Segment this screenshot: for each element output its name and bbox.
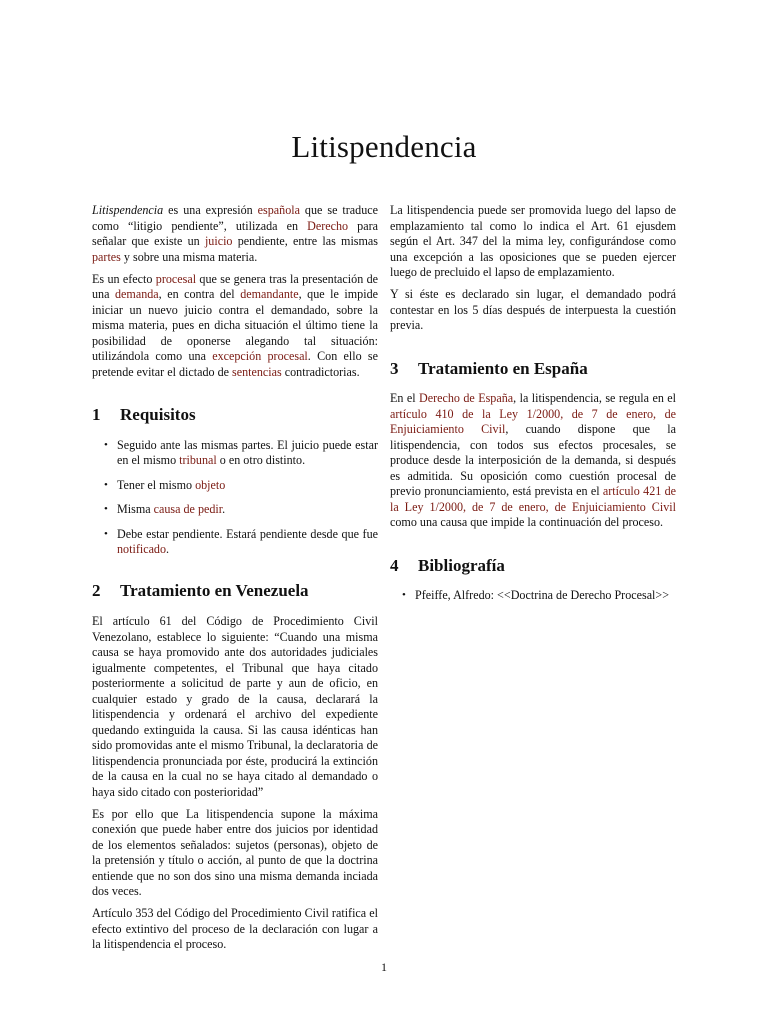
bibliografia-list xyxy=(390,588,676,604)
intro-paragraph-1: Litispendencia es una expresión española que se traduce como “litigio pendiente”, utilizada en Derecho para señalar que existe un juicio pendiente, entre las mismas partes y sobre una misma materia. xyxy=(92,203,378,264)
link-partes[interactable]: partes xyxy=(92,249,121,264)
link-procesal[interactable]: procesal xyxy=(155,271,197,286)
term-litispendencia: Litispendencia xyxy=(92,203,164,217)
link-demanda[interactable]: demanda xyxy=(115,287,159,301)
link-causa-de-pedir[interactable]: causa de pedir xyxy=(153,502,223,516)
link-tribunal[interactable]: tribunal xyxy=(179,453,217,467)
link-articulo-421[interactable]: artículo 421 de la Ley 1/2000, de 7 de enero, de Enjuiciamiento Civil xyxy=(390,484,676,514)
venezuela-paragraph-1: El artículo 61 del Código de Procedimiento Civil Venezolano, establece lo siguiente: “Cuando una misma causa se haya promovido ante dos autoridades judiciales igualmente competentes, el Tribunal que haya citado posteriormente a solicitud de parte y aun de oficio, en cualquier estado y grado de la causa, declarará la litispendencia y ordenará el archivo del expediente quedando extinguida la causa. Si las causa idénticas han sido promovidas ante el mismo Tribunal, la declaratoria de litispendencia pronunciada por éste, producirá la extinción de la causa en la cual no se haya citado al demandado o haya sido citado con posterioridad” xyxy=(92,614,378,799)
section-heading-espana: 3 Tratamiento en España xyxy=(390,358,588,378)
link-espanola[interactable]: española xyxy=(257,203,300,217)
page-title: Litispendencia xyxy=(291,128,477,164)
section-heading-bibliografia: 4 Bibliografía xyxy=(390,555,505,575)
espana-paragraph: En el Derecho de España, la litispendencia, se regula en el artículo 410 de la Ley 1/2000, de 7 de enero, de Enjuiciamiento Civil, cuando dispone que la litispendencia, con todos sus efectos procesales, se produce desde la interposición de la demanda, si después es admitida. Su oposición como cuestión procesal de previo pronunciamiento, está prevista en el artículo 421 de la Ley 1/2000, de 7 de enero, de Enjuiciamiento Civil como una causa que impide la continuación del proceso. xyxy=(390,391,677,529)
list-item: • Debe estar pendiente. Estará pendiente desde que fue notificado. xyxy=(117,527,378,558)
page-number: 1 xyxy=(381,960,387,974)
link-derecho[interactable]: Derecho xyxy=(307,218,349,233)
list-item: • Tener el mismo objeto xyxy=(117,478,378,494)
section-heading-requisitos: 1 Requisitos xyxy=(92,405,196,424)
left-column xyxy=(92,203,378,959)
requisitos-list xyxy=(92,438,378,558)
right-column xyxy=(390,203,676,613)
list-item: • Pfeiffe, Alfredo: <<Doctrina de Derecho Procesal>> xyxy=(415,588,676,604)
link-excepcion-procesal[interactable]: excepción procesal xyxy=(212,349,308,363)
link-demandante[interactable]: demandante xyxy=(240,287,299,301)
venezuela-paragraph-2: Es por ello que La litispendencia supone la máxima conexión que puede haber entre dos juicios por identidad de los elementos señalados: sujetos (personas), objeto de la pretensión y título o acción, al punto de que la doctrina entiende que no son dos sino una misma demanda inciada dos veces. xyxy=(92,806,378,898)
link-notificado[interactable]: notificado xyxy=(117,542,167,556)
intro-paragraph-2: Es un efecto procesal que se genera tras la presentación de una demanda, en contra del demandante, que le impide iniciar un nuevo juicio contra el demandado, sobre la misma materia, pues en dicha situación el último tiene la posibilidad de oponerse alegando tal situación: utilizándola como una excepción procesal. Con ello se pretende evitar el dictado de sentencias contradictorias. xyxy=(92,271,379,379)
link-objeto[interactable]: objeto xyxy=(195,477,226,492)
list-item: • Seguido ante las mismas partes. El juicio puede estar en el mismo tribunal o en otro distinto. xyxy=(117,438,378,469)
link-derecho-de-espana[interactable]: Derecho de España xyxy=(419,391,514,405)
section-heading-venezuela: 2 Tratamiento en Venezuela xyxy=(92,580,309,600)
venezuela-paragraph-4: La litispendencia puede ser promovida luego del lapso de emplazamiento tal como lo indica el Art. 61 ejusdem según el Art. 347 del la mima ley, configurándose como una excepción a las oposiciones que se pueden ejercer luego de precluido el lapso de emplazamiento. xyxy=(390,203,676,279)
venezuela-paragraph-5: Y si éste es declarado sin lugar, el demandado podrá contestar en los 5 días después de interpuesta la cuestión previa. xyxy=(390,287,676,332)
venezuela-paragraph-3: Artículo 353 del Código del Procedimiento Civil ratifica el efecto extintivo del proceso de la declaración con lugar a la litispendencia el proceso. xyxy=(92,906,378,951)
link-juicio[interactable]: juicio xyxy=(204,234,233,248)
link-sentencias[interactable]: sentencias xyxy=(232,364,282,379)
link-articulo-410[interactable]: artículo 410 de la Ley 1/2000, de 7 de enero, de Enjuiciamiento Civil xyxy=(390,406,676,436)
list-item: • Misma causa de pedir. xyxy=(117,502,378,518)
